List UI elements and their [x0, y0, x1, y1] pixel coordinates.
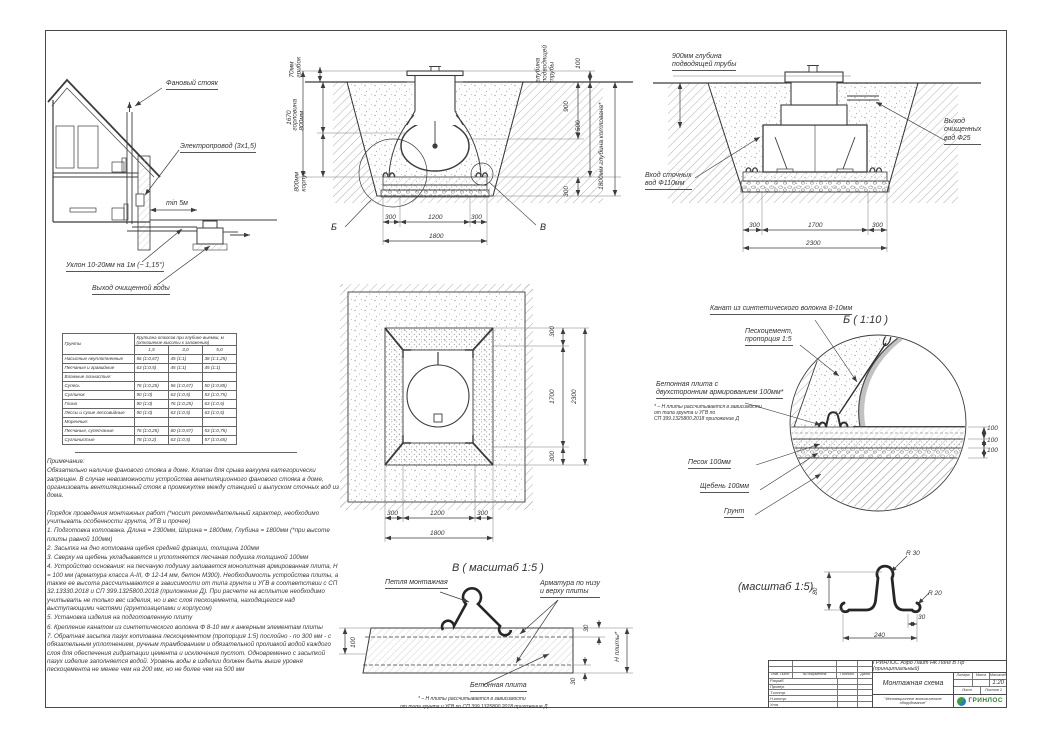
detail-b-dim-100a: 100 — [987, 425, 998, 432]
role-developed: Разраб. — [769, 679, 838, 684]
neck-dim: горловина 800мм — [291, 98, 306, 131]
soil-table-header: Крутизна откосов при глубине выемки, м (отношение высоты к заложению) — [135, 334, 237, 346]
dim-b-300l: 300 — [385, 214, 396, 221]
sand-layer-label: Песок 100мм — [688, 459, 731, 469]
plan-dim-1800: 1800 — [430, 530, 445, 537]
plan-dim-1700: 1700 — [549, 389, 557, 404]
detail-marker-v: В — [540, 222, 547, 232]
concrete-slab-label: Бетонная плита — [470, 682, 527, 692]
detail-v-footnote-1: * – Н плиты рассчитывается в зависимости — [418, 696, 526, 702]
sandcement-label: Пескоцемент, пропорция 1:5 — [745, 328, 793, 346]
total-height-dim: 1670 — [286, 110, 294, 125]
dim-c-300r: 300 — [872, 222, 883, 229]
product-name: ГРИНЛОС Аэро Лайт НК Лонг В Пр (принципиальный) — [873, 661, 1006, 673]
soil-label: Грунт — [724, 508, 744, 518]
hdr-massa: Масса — [973, 673, 990, 679]
hdr-scale: Масштаб — [990, 673, 1007, 678]
soil-slope-table — [62, 333, 237, 445]
notes-paragraph-2: Порядок проведения монтажных работ (*носит рекомендательный характер, необходимо учитывать особенности грунта, УГВ и прочее) — [47, 509, 320, 525]
detail-v-dim-30a: 30 — [583, 624, 591, 632]
wiring-label: Электропровод (3х1,5) — [180, 143, 256, 153]
sheets-label: Листов 1 — [985, 687, 1003, 692]
plan-dim-2300: 2300 — [571, 389, 579, 404]
depth-col: 5,0 — [203, 346, 237, 355]
scale-value: 1:20 — [992, 680, 1005, 687]
inlet-depth-label: 900мм глубина подводящей трубы — [672, 53, 736, 71]
depth-col: 1,5 — [135, 346, 169, 355]
company-logo — [954, 695, 1006, 707]
soil-table-row: Лессы и сухие лессовидные 90 (1:0) 63 (1:0,5) 63 (1:0,5) — [63, 409, 237, 418]
detail-v-dim-100: 100 — [350, 636, 358, 648]
detail-v-footnote-2: от типа грунта и УГВ по СП 399.1325800.2018 приложение Д — [400, 704, 548, 710]
dim-300: 300 — [563, 185, 571, 197]
dim-c-1700: 1700 — [808, 222, 823, 229]
bracket-r20: R 20 — [928, 590, 942, 597]
detail-b-dim-100c: 100 — [987, 447, 998, 454]
min-distance-label: min 5м — [166, 200, 188, 207]
grinlos-leaf-icon — [957, 697, 966, 706]
plan-dim-1200: 1200 — [430, 510, 445, 517]
soil-table-row: Суглинок 90 (1:0) 63 (1:0,5) 53 (1:0,75) — [63, 391, 237, 400]
bracket-dim-80: 80 — [812, 587, 820, 595]
note-item: 1. Подготовка котлована. Длина = 2300мм, Ширина = 1800мм, Глубина = 1800мм (*при высоте плиты равной 100мм) — [47, 527, 330, 543]
sheet-label: Лист — [954, 687, 981, 694]
detail-b-dim-100b: 100 — [987, 437, 998, 444]
dim-c-2300: 2300 — [806, 240, 821, 247]
detail-marker-b: Б — [331, 222, 337, 232]
hdr-litera: Литера — [954, 673, 973, 679]
title-block-right — [873, 661, 1006, 707]
note-item: 5. Установка изделия на подготовленную плиту — [47, 614, 193, 622]
title-block — [768, 660, 1007, 708]
dim-900: 900 — [563, 100, 571, 112]
plan-view — [333, 268, 633, 563]
role-ncontrol: Н.контр. — [769, 696, 838, 701]
soil-table-corner: Грунты — [63, 334, 135, 355]
col-izm-list: Изм. Лист — [769, 673, 793, 678]
soil-table-row: Суглинистые 78 (1:0,2) 63 (1:0,5) 57 (1:0,65) — [63, 436, 237, 445]
plan-dim-300b: 300 — [549, 450, 557, 462]
brand-name: ГРИНЛОС — [968, 696, 1003, 704]
notes-title: Примечание: — [47, 458, 85, 465]
dim-1500: 1500 — [575, 120, 583, 135]
soil-table-row: Песчаные, супесчаные 76 (1:0,25) 60 (1:0,57) 53 (1:0,75) — [63, 427, 237, 436]
detail-v-dim-h: Н плиты* — [614, 631, 622, 662]
bracket-dim-30: 30 — [918, 614, 926, 621]
note-item: 3. Сверху на щебень укладывается и уплотняется песчаная подушка толщиной 100мм — [47, 554, 309, 562]
plan-dim-300r: 300 — [477, 510, 488, 517]
note-item: 2. Засыпка на дно котлована щебня средней фракции, толщина 100мм — [47, 544, 260, 552]
plan-dim-300t: 300 — [549, 325, 557, 337]
dim-b-1200: 1200 — [428, 214, 443, 221]
soil-table-row: Влажные глинистые: — [63, 373, 237, 382]
detail-b-title: Б ( 1:10 ) — [843, 314, 889, 326]
plate-footnote: * – Н плиты рассчитывается в зависимости от типа грунта и УГВ по СП 399.1325800.2018 приложение Д — [654, 404, 762, 422]
separator-line — [75, 452, 297, 453]
pit-depth-label: 1800мм глубина котлована* — [598, 102, 606, 190]
company-slogan: "Инновационное экологическое оборудование" — [873, 695, 954, 707]
plan-dim-300l: 300 — [387, 510, 398, 517]
depth-col: 3,0 — [169, 346, 203, 355]
body-dim: 800мм корпус — [293, 171, 308, 192]
clean-water-outlet-label: Выход очищенной воды — [92, 285, 170, 295]
role-approved: Утв. — [769, 702, 838, 707]
side-section-view — [293, 33, 643, 273]
dim-b-1800: 1800 — [429, 233, 444, 240]
concrete-plate-label: Бетонная плита с двухсторонним армированием 100мм* — [656, 381, 783, 399]
soil-table-row: Моренные: — [63, 418, 237, 427]
mounting-loop-label: Петля монтажная — [385, 579, 448, 589]
soil-table-row: Насыпные неуплотненные 56 (1:0,67) 45 (1:1) 38 (1:1,25) — [63, 355, 237, 364]
col-date: Дата — [860, 672, 870, 677]
fan-stack-label: Фановый стояк — [166, 80, 218, 90]
dim-c-300l: 300 — [749, 222, 760, 229]
col-signature: Подпись — [837, 673, 858, 678]
title-block-left-grid — [769, 661, 873, 707]
bracket-scale-title: (масштаб 1:5) — [738, 581, 814, 593]
outlet-label: Выход очищенных вод Ф25 — [944, 118, 981, 145]
rope-label: Канат из синтетического волокна 8-10мм — [710, 305, 852, 315]
soil-table-row: Глина 90 (1:0) 76 (1:0,25) 63 (1:0,5) — [63, 400, 237, 409]
slope-label: Уклон 10-20мм на 1м (~ 1,15°) — [66, 262, 164, 272]
notes-block — [47, 458, 339, 676]
detail-v-dim-30b: 30 — [570, 677, 578, 685]
dim-b-300r: 300 — [471, 214, 482, 221]
detail-v-title: В ( масштаб 1:5 ) — [452, 562, 544, 574]
anchor-bracket-drawing — [798, 548, 1013, 663]
soil-table-row: Песчаные и гравийные 63 (1:0,5) 45 (1:1) 45 (1:1) — [63, 364, 237, 373]
role-checked: Провер. — [769, 685, 838, 690]
bracket-dim-240: 240 — [874, 632, 885, 639]
note-item: 4. Устройство основания: на песчаную подушку заливается монолитная армированная плита, Н = 100 мм (арматура класса А-III, Ф 12-14 мм, бетон М300). Необходимость устройства плиты, а также ее высота рассчитываются в зависимости от типа грунта и УГВ в соответствии с СП 32.13330.2018 и СП 399.1325800.2018 (приложение Д). При расчете на всплытие необходимо учитывать не только вес изделия, но и вес слоя пескоцемента, находящегося над выступающими частями (грунтозацепами и корпусом) — [47, 563, 339, 612]
notes-items — [47, 527, 339, 674]
inlet-label: Вход сточных вод Ф110мм — [645, 172, 692, 190]
rebar-label: Арматура по низу и верху плиты — [540, 580, 600, 598]
note-item: 6. Крепление канатом из синтетического волокна Ф 8-10 мм к анкерным элементам плиты — [47, 623, 323, 631]
dim-100: 100 — [575, 57, 583, 69]
gravel-layer-label: Щебень 100мм — [700, 483, 749, 493]
soil-table-row: Супесь 76 (1:0,25) 56 (1:0,67) 50 (1:0,85) — [63, 382, 237, 391]
note-item: 7. Обратная засыпка пазух котлована пескоцементом (пропорция 1:5) послойно - по 300 мм - с обязательным уплотнением, ручным трамбованием и обязательной проливкой водой каждого слоя для обеспечения гидратации цемента и исключения пустот. Одновременно с засыпкой пазух изделие заполняется водой. Уровень воды в изделии должен быть выше уровня пескоцемента не менее чем на 200 мм, но не более чем на 500 мм — [47, 632, 332, 674]
col-doc-number: № документа — [793, 673, 838, 678]
bracket-r30: R 30 — [906, 550, 920, 557]
cap-dim: 70мм грибок — [288, 56, 303, 78]
inlet-pipe-depth-label: глубина подводящей трубы — [534, 44, 556, 83]
notes-paragraph-1: Обязательно наличие фанового стояка в доме. Клапан для срыва вакуума категорически запрещен. В случае невозможности устройства вентиляционного фанового стояка в доме, организовать вентиляционный стояк в промежутке между станцией и выпуском сточных вод из дома. — [47, 467, 339, 500]
document-name: Монтажная схема — [873, 673, 954, 694]
role-tcontrol: Т.контр. — [769, 690, 838, 695]
